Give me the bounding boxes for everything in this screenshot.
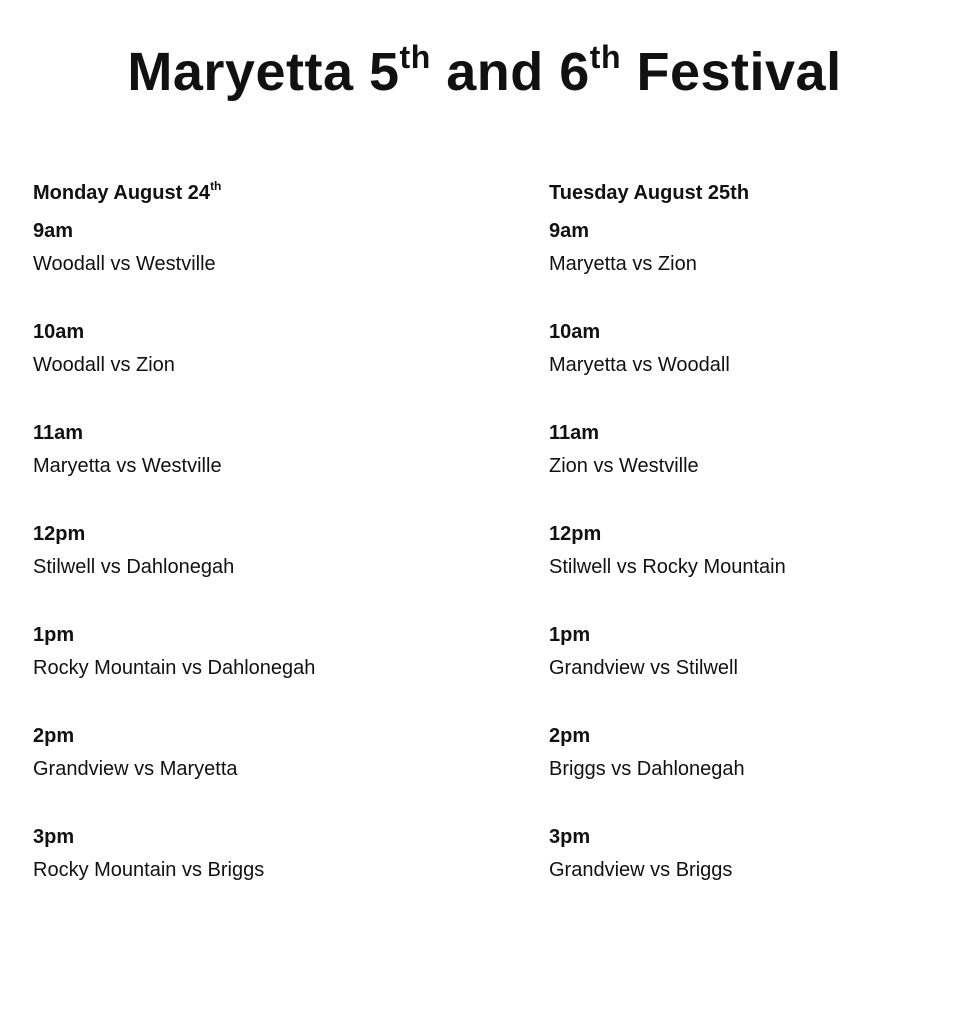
- title-superscript-2: th: [589, 39, 621, 75]
- schedule-slot: [549, 721, 969, 819]
- slot-time: 9am: [549, 220, 590, 242]
- schedule-slot: [33, 620, 453, 718]
- day-column-monday: [33, 176, 453, 920]
- day-heading-text: Tuesday August 25th: [549, 182, 750, 204]
- slot-time: 10am: [33, 321, 85, 343]
- slot-time: 12pm: [33, 523, 86, 545]
- slot-match: Woodall vs Zion: [33, 354, 175, 376]
- page-title: [0, 36, 969, 108]
- slot-match: Zion vs Westville: [549, 455, 699, 477]
- slot-time: 11am: [549, 422, 600, 444]
- schedule-slot: [33, 721, 453, 819]
- slot-match: Maryetta vs Zion: [549, 253, 697, 275]
- schedule-slot: [549, 822, 969, 920]
- title-suffix: Festival: [620, 42, 842, 102]
- slot-time: 12pm: [549, 523, 602, 545]
- title-prefix: Maryetta 5: [127, 42, 400, 102]
- slot-time: 9am: [33, 220, 74, 242]
- schedule-slot: [549, 418, 969, 516]
- day-column-tuesday: [549, 176, 969, 920]
- day-heading: [33, 176, 453, 210]
- schedule-slot: [33, 418, 453, 516]
- slot-match: Stilwell vs Dahlonegah: [33, 556, 235, 578]
- schedule-slot: [33, 822, 453, 920]
- slot-match: Maryetta vs Westville: [33, 455, 222, 477]
- title-superscript-1: th: [399, 39, 431, 75]
- slot-match: Grandview vs Briggs: [549, 859, 733, 881]
- slot-time: 11am: [33, 422, 84, 444]
- slot-time: 1pm: [549, 624, 591, 646]
- slot-time: 1pm: [33, 624, 75, 646]
- slot-match: Rocky Mountain vs Dahlonegah: [33, 657, 316, 679]
- schedule-slot: [33, 216, 453, 314]
- slot-time: 3pm: [33, 826, 75, 848]
- title-middle: and 6: [430, 42, 590, 102]
- slot-match: Grandview vs Maryetta: [33, 758, 238, 780]
- slot-match: Woodall vs Westville: [33, 253, 216, 275]
- schedule-slot: [33, 519, 453, 617]
- schedule-slot: [549, 519, 969, 617]
- schedule-slot: [549, 317, 969, 415]
- day-heading: [549, 176, 969, 210]
- slot-time: 2pm: [549, 725, 591, 747]
- slot-match: Grandview vs Stilwell: [549, 657, 738, 679]
- day-heading-superscript: th: [210, 179, 222, 193]
- slot-match: Maryetta vs Woodall: [549, 354, 730, 376]
- day-heading-text: Monday August 24: [33, 182, 211, 204]
- slot-time: 3pm: [549, 826, 591, 848]
- schedule-slot: [549, 216, 969, 314]
- slot-match: Briggs vs Dahlonegah: [549, 758, 745, 780]
- slot-match: Rocky Mountain vs Briggs: [33, 859, 265, 881]
- slot-match: Stilwell vs Rocky Mountain: [549, 556, 786, 578]
- schedule-slot: [549, 620, 969, 718]
- slot-time: 10am: [549, 321, 601, 343]
- slot-time: 2pm: [33, 725, 75, 747]
- schedule-slot: [33, 317, 453, 415]
